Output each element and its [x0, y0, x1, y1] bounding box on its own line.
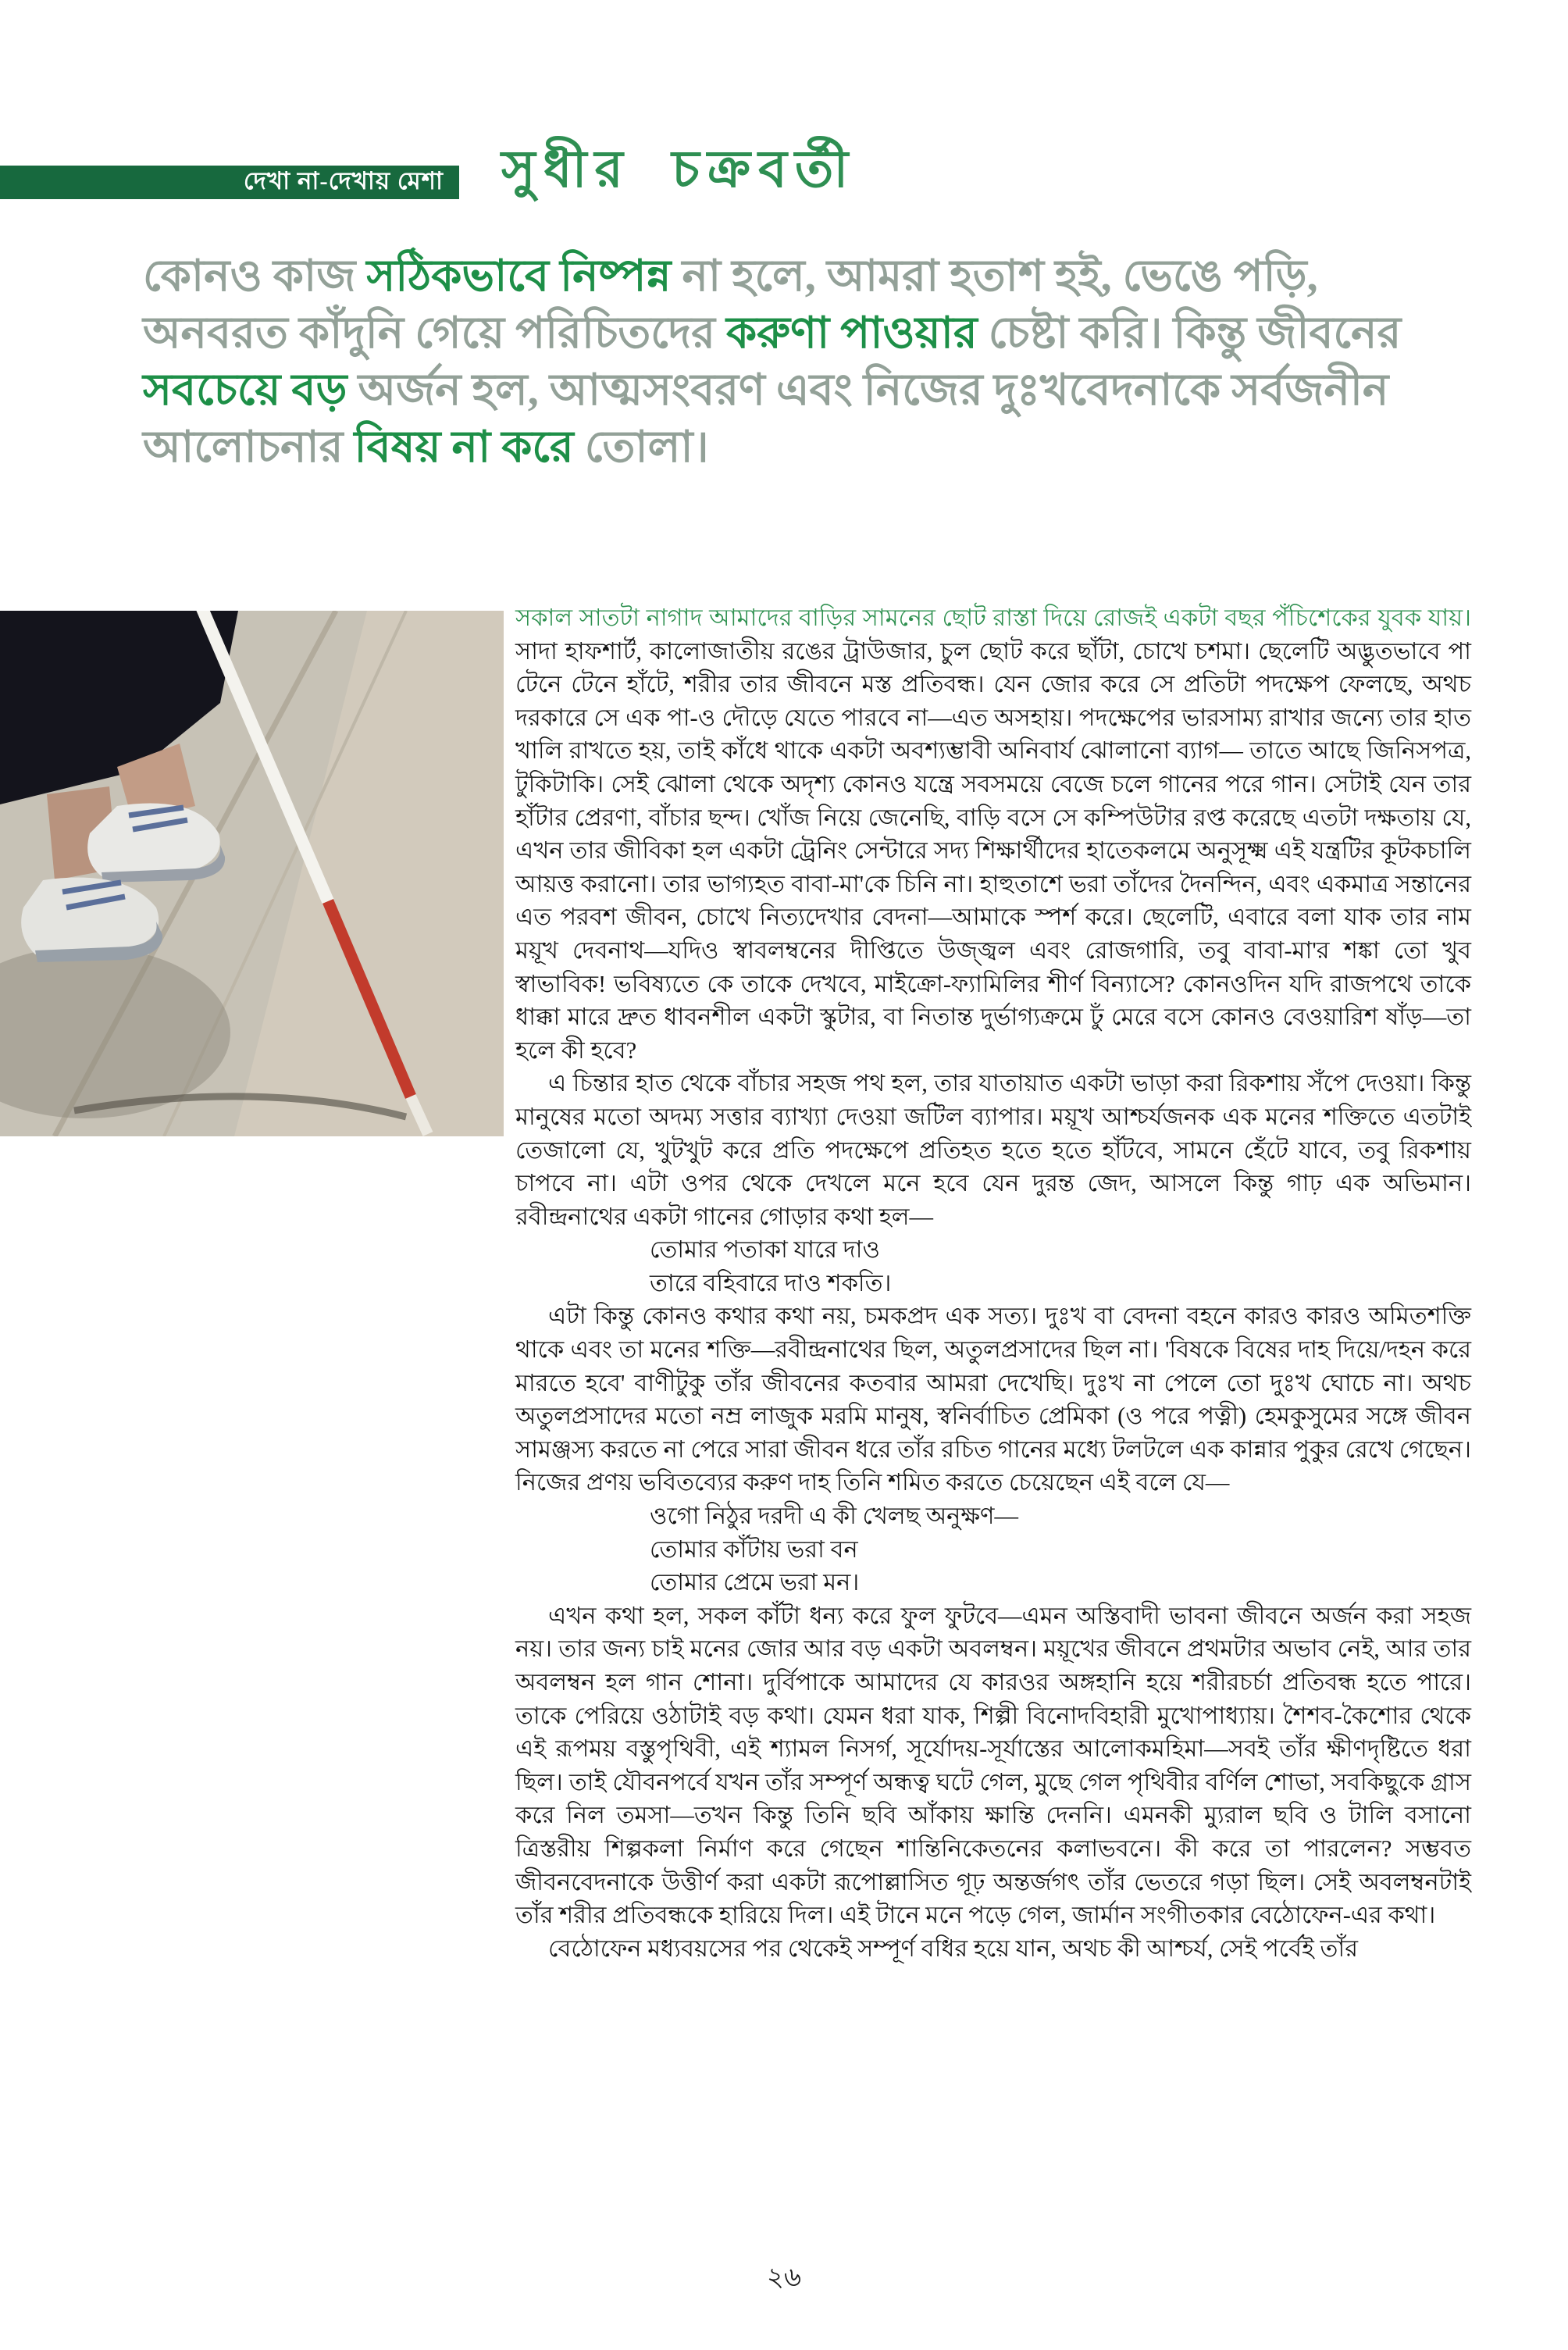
- verse-line: তোমার প্রেমে ভরা মন।: [650, 1569, 860, 1596]
- street-photo-graphic: [0, 611, 504, 1136]
- verse-line: তোমার পতাকা যারে দাও: [650, 1236, 880, 1264]
- paragraph: এটা কিন্তু কোনও কথার কথা নয়, চমকপ্রদ এক সত্য। দুঃখ বা বেদনা বহনে কারও কারও অমিতশক্তি থাকে এবং তা মনের শক্তি—রবীন্দ্রনাথের ছিল, অতুলপ্রসাদের ছিল না। 'বিষকে বিষের দাহ দিয়ে/দহন করে মারতে হবে' বাণীটুকু তাঁর জীবনের কতবার আমরা দেখেছি। দুঃখ না পেলে তো দুঃখ ঘোচে না। অথচ অতুলপ্রসাদের মতো নম্র লাজুক মরমি মানুষ, স্বনির্বাচিত প্রেমিকা (ও পরে পত্নী) হেমকুসুমের সঙ্গে জীবন সামঞ্জস্য করতে না পেরে সারা জীবন ধরে তাঁর রচিত গানের মধ্যে টলটলে এক কান্নার পুকুর রেখে গেছেন। নিজের প্রণয় ভবিতব্যের করুণ দাহ তিনি শমিত করতে চেয়েছেন এই বলে যে—: [515, 1303, 1471, 1496]
- verse-line: তোমার কাঁটায় ভরা বন: [650, 1535, 858, 1563]
- pullquote-highlight: করুণা পাওয়ার: [725, 309, 978, 358]
- paragraph: এ চিন্তার হাত থেকে বাঁচার সহজ পথ হল, তার যাতায়াত একটা ভাড়া করা রিকশায় সঁপে দেওয়া। কিন্তু মানুষের মতো অদম্য সত্তার ব্যাখ্যা দেওয়া জটিল ব্যাপার। ময়ূখ আশ্চর্যজনক এক মনের শক্তিতে এতটাই তেজালো যে, খুটখুট করে প্রতি পদক্ষেপে প্রতিহত হতে হতে হাঁটবে, সামনে হেঁটে যাবে, তবু রিকশায় চাপবে না। এটা ওপর থেকে দেখলে মনে হবে যেন দুরন্ত জেদ, আসলে কিন্তু গাঢ় এক অভিমান। রবীন্দ্রনাথের একটা গানের গোড়ার কথা হল—: [515, 1070, 1471, 1230]
- photo-blind-walker: [0, 611, 504, 1136]
- verse: [515, 1500, 1471, 1599]
- pullquote-highlight: সবচেয়ে বড়: [143, 366, 347, 415]
- paragraph: এখন কথা হল, সকল কাঁটা ধন্য করে ফুল ফুটবে—এমন অস্তিবাদী ভাবনা জীবনে অর্জন করা সহজ নয়। তার জন্য চাই মনের জোর আর বড় একটা অবলম্বন। ময়ূখের জীবনে প্রথমটার অভাব নেই, আর তার অবলম্বন হল গান শোনা। দুর্বিপাকে আমাদের যে কারওর অঙ্গহানি হয়ে শরীরচর্চা প্রতিবন্ধ হতে পারে। তাকে পেরিয়ে ওঠাটাই বড় কথা। যেমন ধরা যাক, শিল্পী বিনোদবিহারী মুখোপাধ্যায়। শৈশব-কৈশোর থেকে এই রূপময় বস্তুপৃথিবী, এই শ্যামল নিসর্গ, সূর্যোদয়-সূর্যাস্তের আলোকমহিমা—সবই তাঁর ক্ষীণদৃষ্টিতে ধরা ছিল। তাই যৌবনপর্বে যখন তাঁর সম্পূর্ণ অন্ধত্ব ঘটে গেল, মুছে গেল পৃথিবীর বর্ণিল শোভা, সবকিছুকে গ্রাস করে নিল তমসা—তখন কিন্তু তিনি ছবি আঁকায় ক্ষান্তি দেননি। এমনকী ম্যুরাল ছবি ও টালি বসানো ত্রিস্তরীয় শিল্পকলা নির্মাণ করে গেছেন শান্তিনিকেতনের কলাভবনে। কী করে তা পারলেন? সম্ভবত জীবনবেদনাকে উত্তীর্ণ করা একটা রূপোল্লাসিত গূঢ় অন্তর্জগৎ তাঁর ভেতরে গড়া ছিল। সেই অবলম্বনটাই তাঁর শরীর প্রতিবন্ধকে হারিয়ে দিল। এই টানে মনে পড়ে গেল, জার্মান সংগীতকার বেঠোফেন-এর কথা।: [515, 1602, 1471, 1929]
- author-name-title: সুধীর চক্রবর্তী: [501, 141, 857, 198]
- page-number: ২৬: [766, 2263, 802, 2292]
- pullquote-highlight: সঠিকভাবে নিষ্পন্ন: [366, 252, 672, 301]
- pullquote-text: না হলে, আমরা হতাশ হই, ভেঙে পড়ি, অনবরত কাঁদুনি গেয়ে পরিচিতদের: [143, 252, 1318, 358]
- pullquote-text: অর্জন হল, আত্মসংবরণ এবং নিজের দুঃখবেদনাকে সর্বজনীন আলোচনার: [143, 366, 1389, 472]
- pullquote-text: কোনও কাজ: [143, 252, 367, 301]
- pullquote-text: চেষ্টা করি। কিন্তু জীবনের: [977, 309, 1402, 358]
- paragraph: সকাল সাতটা নাগাদ আমাদের বাড়ির সামনের ছোট রাস্তা দিয়ে রোজই একটা বছর পঁচিশেকের যুবক যায়। সাদা হাফশার্ট, কালোজাতীয় রঙের ট্রাউজার, চুল ছোট করে ছাঁটা, চোখে চশমা। ছেলেটি অদ্ভুতভাবে পা টেনে টেনে হাঁটে, শরীর তার জীবনে মস্ত প্রতিবন্ধ। যেন জোর করে সে প্রতিটা পদক্ষেপ ফেলছে, অথচ দরকারে সে এক পা-ও দৌড়ে যেতে পারবে না—এত অসহায়। পদক্ষেপের ভারসাম্য রাখার জন্যে তার হাত খালি রাখতে হয়, তাই কাঁধে থাকে একটা অবশ্যম্ভাবী অনিবার্য ঝোলানো ব্যাগ— তাতে আছে জিনিসপত্র, টুকিটাকি। সেই ঝোলা থেকে অদৃশ্য কোনও যন্ত্রে সবসময়ে বেজে চলে গানের পরে গান। সেটাই যেন তার হাঁটার প্রেরণা, বাঁচার ছন্দ। খোঁজ নিয়ে জেনেছি, বাড়ি বসে সে কম্পিউটার রপ্ত করেছে এতটা দক্ষতায় যে, এখন তার জীবিকা হল একটা ট্রেনিং সেন্টারে সদ্য শিক্ষার্থীদের হাতেকলমে অনুসূক্ষ্ম এই যন্ত্রটির কূটকচালি আয়ত্ত করানো। তার ভাগ্যহত বাবা-মা'কে চিনি না। হাহুতাশে ভরা তাঁদের দৈনন্দিন, এবং একমাত্র সন্তানের এত পরবশ জীবন, চোখে নিত্যদেখার বেদনা—আমাকে স্পর্শ করে। ছেলেটি, এবারে বলা যাক তার নাম ময়ূখ দেবনাথ—যদিও স্বাবলম্বনের দীপ্তিতে উজ্জ্বল এবং রোজগারি, তবু বাবা-মা'র শঙ্কা তো খুব স্বাভাবিক! ভবিষ্যতে কে তাকে দেখবে, মাইক্রো-ফ্যামিলির শীর্ণ বিন্যাসে? কোনওদিন যদি রাজপথে তাকে ধাক্কা মারে দ্রুত ধাবনশীল একটা স্কুটার, বা নিতান্ত দুর্ভাগ্যক্রমে ঢুঁ মেরে বসে কোনও বেওয়ারিশ ষাঁড়—তা হলে কী হবে?: [515, 604, 1471, 1064]
- article-body: [515, 601, 1471, 1965]
- verse-line: ওগো নিঠুর দরদী এ কী খেলছ অনুক্ষণ—: [650, 1503, 1018, 1530]
- pull-quote: [143, 248, 1466, 476]
- pullquote-text: তোলা।: [573, 423, 709, 472]
- pullquote-highlight: বিষয় না করে: [354, 423, 574, 472]
- verse: [515, 1233, 1471, 1300]
- verse-line: তারে বহিবারে দাও শকতি।: [650, 1269, 892, 1296]
- section-kicker-label: দেখা না-দেখায় মেশা: [243, 166, 444, 194]
- section-kicker-bar: [0, 166, 459, 199]
- paragraph: বেঠোফেন মধ্যবয়সের পর থেকেই সম্পূর্ণ বধির হয়ে যান, অথচ কী আশ্চর্য, সেই পর্বেই তাঁর: [548, 1935, 1359, 1962]
